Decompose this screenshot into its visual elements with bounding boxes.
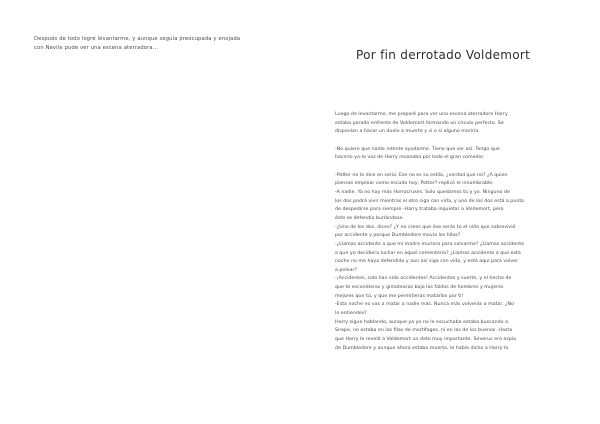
- chapter-title: Por fin derrotado Voldemort: [356, 48, 531, 62]
- intro-paragraph: Después de todo logré levantarme, y aunque seguía preocupada y enojada con Nevile pude ver una escena aterradora...: [34, 36, 241, 51]
- chapter-body-text: Luego de levantarme, me preparé para ver una escena aterradora Harry estaba parado enfrente de Voldemort formando un círculo perfecto. Se disponían a hacer un duelo a muerte y si o si alguno moriría. -No quiero que nadie intente ayudarme. Tiene que ser así. Tengo que hacerlo yo-la voz de Harry resonaba por todo el gran comedor. -Potter no lo dice en serio. Ese no es su estilo, ¿verdad que no? ¿A quien piensas emplear como escudo hoy, Potter?-replicó el innombrable. -A nadie. Ya no hay más Horrocruxes. Solo quedamos tú y yo. Ninguno de los dos podrá vivir mientras el otro siga con vida, y uno de los dos está a punto de despedirse para siempre.-Harry trataba inquietar a Voldemort, pero éste se defendía burlándose. -¿Uno de los dos, dices? ¿Y no crees que ése serás tú el niño que sobrevivió por accidente y porque Dumbledore movía los hilos? -¿Llamas accidente a que mi madre muriera para salvarme? ¿Llamas accidente a que yo decidiera luchar en aquel cementerio? ¿Llamas accidente a que esta noche no me haya defendido y aún así siga con vida, y esté aquí para volver a pelear? -¡Accidentes, solo han sido accidentes! Accidentes y suerte, y el hecho de que te escondieras y gimotearas bajo las faldas de hombres y mujeres mejores que tú, y que me permitieras matarlos por ti! -Esta noche no vas a matar a nadie más. Nunca más volverás a matar. ¿No lo entiendes? Harry sigue hablando, aunque ya yo no le escuchaba estaba buscando a Snape, no estaba en las filas de mortífagos, ni en las de los buenos. Hasta que Harry le reveló a Voldemort un dato muy importante. Severus era espía de Dumbledore y aunque ahora estaba muerto, le había dicho a Harry la: [335, 112, 525, 351]
